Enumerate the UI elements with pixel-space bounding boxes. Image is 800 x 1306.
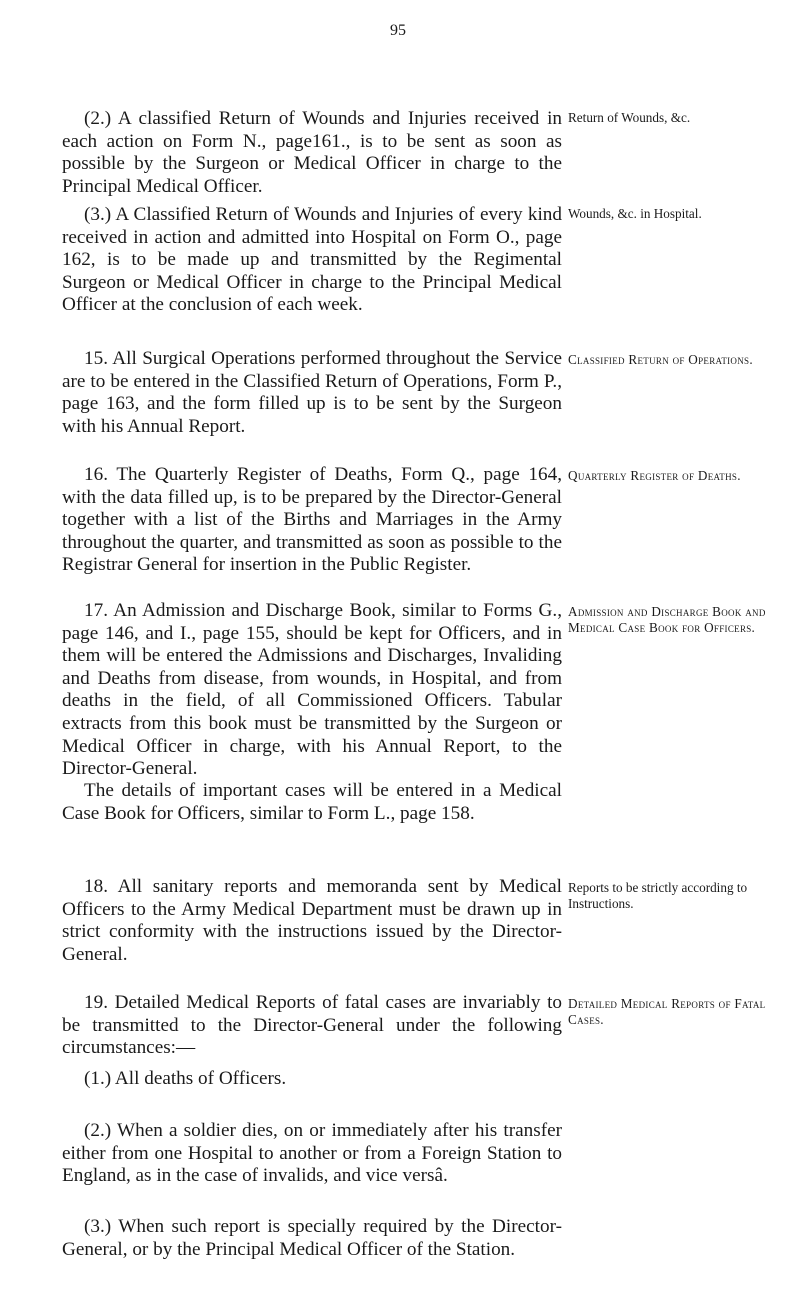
margin-note-quarterly-register: Quarterly Register of Deaths. — [568, 468, 741, 483]
paragraph-19: 19. Detailed Medical Reports of fatal cases are invariably to be transmitted to the Director-General under the following circumstances:— — [62, 992, 562, 1059]
paragraph-18: 18. All sanitary reports and memoranda sent by Medical Officers to the Army Medical Department must be drawn up in strict conformity with the instructions issued by the Director-General. — [62, 876, 562, 965]
paragraph-16: 16. The Quarterly Register of Deaths, Form Q., page 164, with the data filled up, is to be prepared by the Director-General together with a list of the Births and Marriages in the Army throughout the quarter, and transmitted as soon as possible to the Registrar General for insertion in the Public Register. — [62, 464, 562, 576]
subitem-1: (1.) All deaths of Officers. — [84, 1068, 287, 1089]
paragraph-return-of-wounds: (2.) A classified Return of Wounds and Injuries received in each action on Form N., page161., is to be sent as soon as possible by the Surgeon or Medical Officer in charge to the Principal Medical Officer. — [62, 108, 562, 197]
paragraph-17 — [62, 600, 562, 781]
paragraph-17-text: 17. An Admission and Discharge Book, similar to Forms G., page 146, and I., page 155, should be kept for Officers, and in them will be entered the Admissions and Discharges, Invaliding and Deaths from disease, from wounds, in Hospital, and from deaths in the field, of all Commissioned Officers. Tabular extracts from this book must be transmitted by the Surgeon or Medical Officer in charge, with his Annual Report, to the Director-General. — [62, 600, 562, 780]
margin-note-wounds-in-hospital: Wounds, &c. in Hospital. — [568, 206, 702, 221]
margin-note-classified-return: Classified Return of Operations. — [568, 352, 753, 367]
margin-note-admission-discharge: Admission and Discharge Book and Medical Case Book for Officers. — [568, 604, 766, 635]
margin-note-detailed-reports: Detailed Medical Reports of Fatal Cases. — [568, 996, 766, 1027]
paragraph-17-continuation: The details of important cases will be entered in a Medical Case Book for Officers, similar to Form L., page 158. — [62, 780, 562, 824]
subitem-3: (3.) When such report is specially required by the Director-General, or by the Principal Medical Officer of the Station. — [62, 1216, 562, 1260]
subitem-2: (2.) When a soldier dies, on or immediately after his transfer either from one Hospital to another or from a Foreign Station to England, as in the case of invalids, and vice versâ. — [62, 1120, 562, 1187]
paragraph-15: 15. All Surgical Operations performed throughout the Service are to be entered in the Classified Return of Operations, Form P., page 163, and the form filled up is to be sent by the Surgeon with his Annual Report. — [62, 348, 562, 437]
paragraph-wounds-in-hospital: (3.) A Classified Return of Wounds and Injuries of every kind received in action and admitted into Hospital on Form O., page 162, is to be made up and transmitted by the Regimental Surgeon or Medical Officer in charge to the Principal Medical Officer at the conclusion of each week. — [62, 204, 562, 316]
page-number: 95 — [390, 22, 406, 39]
margin-note-reports-strictly: Reports to be strictly according to Instructions. — [568, 880, 748, 911]
margin-note-return-of-wounds: Return of Wounds, &c. — [568, 110, 691, 125]
